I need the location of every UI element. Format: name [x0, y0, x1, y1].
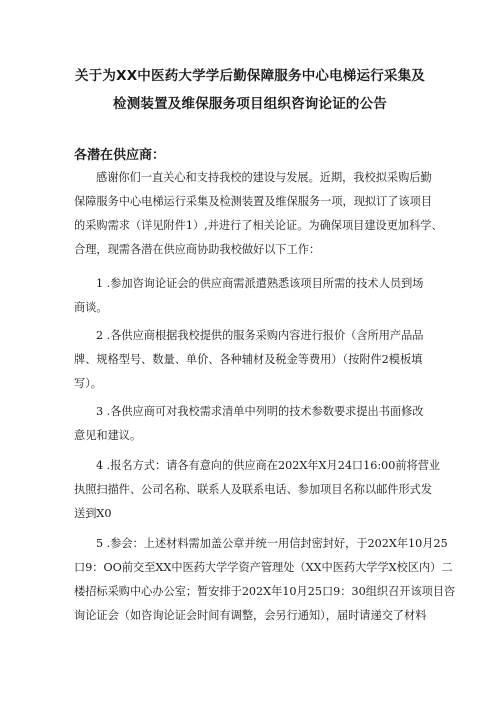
paragraph-item-2 — [74, 324, 434, 396]
paragraph-line: 4 .报名方式：请各有意向的供应商在202X年X月24口16:00前将营业 — [96, 459, 441, 472]
paragraph-line: 1 .参加咨询论证会的供应商需派遣熟悉该项目所需的技术人员到场 — [96, 277, 424, 290]
paragraph-line: 口9：OO前交至XX中医药大学学资产管理处（XX中医药大学学X校区内）二 — [74, 561, 453, 574]
paragraph-line: 5 .参会：上述材料需加盖公章并统一用信封密封好，于202X年10月25 — [96, 537, 448, 550]
paragraph-line: 写）。 — [74, 377, 102, 390]
salutation: 各潜在供应商： — [74, 148, 166, 163]
paragraph-line: 执照扫描件、公司名称、联系人及联系电话、参加项目名称以邮件形式发 — [74, 483, 433, 496]
paragraph-item-4 — [74, 454, 441, 526]
paragraph-intro — [74, 166, 443, 262]
paragraph-line: 牌、规格型号、数量、单价、各种辅材及税金等费用）（按附件2模板填 — [74, 353, 423, 366]
paragraph-line: 的采购需求（详见附件1）,并进行了相关论证。为确保项目建设更加科学、 — [74, 219, 443, 232]
announcement-title-line-2: 检测装置及维保服务项目组织咨询论证的公告 — [113, 96, 387, 112]
paragraph-line: 意见和建议。 — [74, 429, 142, 442]
paragraph-line: 楼招标采购中心办公室；暂安排于202X年10月25口9：30组织召开该项目咨 — [74, 585, 456, 598]
paragraph-line: 感谢你们一直关心和支持我校的建设与发展。近期，我校拟采购后勤 — [96, 171, 432, 184]
paragraph-item-1 — [74, 272, 434, 320]
paragraph-item-3 — [74, 400, 434, 448]
paragraph-line: 合理，现需各潜在供应商协助我校做好以下工作： — [74, 243, 321, 256]
paragraph-line: 送到X0 — [74, 507, 112, 520]
paragraph-line: 2 .各供应商根据我校提供的服务采购内容进行报价（含所用产品品 — [96, 329, 424, 342]
paragraph-item-5 — [74, 532, 456, 628]
announcement-title-line-1: 关于为XX中医药大学学后勤保障服务中心电梯运行采集及 — [74, 68, 426, 84]
paragraph-line: 保障服务中心电梯运行采集及检测装置及维保服务一项，现拟订了该项目 — [74, 195, 433, 208]
paragraph-line: 询论证会（如咨询论证会时间有调整，会另行通知），届时请递交了材料 — [74, 609, 427, 622]
paragraph-line: 3 .各供应商可对我校需求清单中列明的技术参数要求提出书面修改 — [96, 405, 424, 418]
paragraph-line: 商谈。 — [74, 301, 108, 314]
